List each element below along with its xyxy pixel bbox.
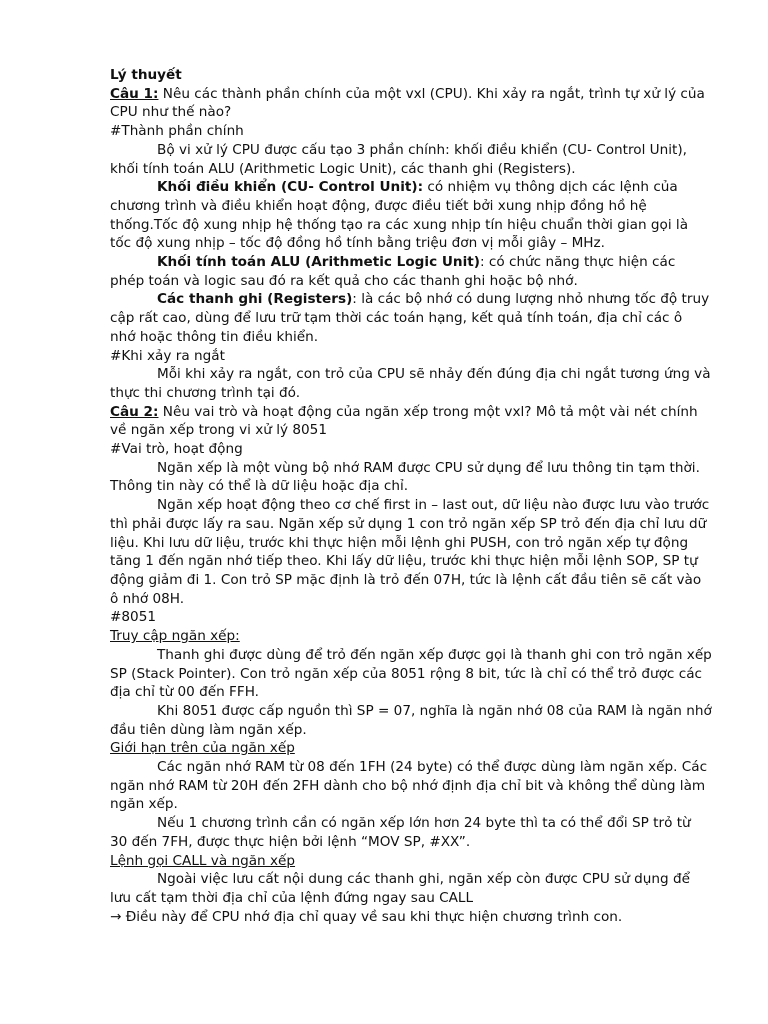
- doc-title: Lý thuyết: [110, 67, 182, 83]
- q2-call-p2: Điều này để CPU nhớ địa chỉ quay về sau khi thực hiện chương trình con.: [121, 908, 623, 925]
- q2-label: Câu 2:: [110, 403, 159, 420]
- q1-heading-components: #Thành phần chính: [110, 123, 244, 140]
- q2-call-p1: Ngoài việc lưu cất nội dung các thanh ghi, ngăn xếp còn được CPU sử dụng để lưu cất tạm thời địa chỉ của lệnh đứng ngay sau CALL: [110, 871, 690, 906]
- q2-question: Nêu vai trò và hoạt động của ngăn xếp trong một vxl? Mô tả một vài nét chính về ngăn xếp trong vi xử lý 8051: [110, 403, 698, 439]
- q1-reg-term: Các thanh ghi (Registers): [157, 291, 353, 308]
- q2-p1: Ngăn xếp là một vùng bộ nhớ RAM được CPU sử dụng để lưu thông tin tạm thời. Thông tin này có thể là dữ liệu hoặc địa chỉ.: [110, 459, 700, 495]
- right-arrow-icon: →: [110, 908, 122, 925]
- q1-paragraph: [110, 85, 712, 122]
- q1-alu-text: : có chức năng thực hiện các phép toán và logic sau đó ra kết quả cho các thanh ghi hoặc bộ nhớ.: [110, 254, 676, 289]
- q1-intro: Bộ vi xử lý CPU được cấu tạo 3 phần chính: khối điều khiển (CU- Control Unit), khối tính toán ALU (Arithmetic Logic Unit), các thanh ghi (Registers).: [110, 141, 687, 177]
- q2-access-p2: Khi 8051 được cấp nguồn thì SP = 07, nghĩa là ngăn nhớ 08 của RAM là ngăn nhớ đầu tiên dùng làm ngăn xếp.: [110, 702, 712, 738]
- q1-reg-paragraph: [110, 290, 712, 346]
- q2-p2: Ngăn xếp hoạt động theo cơ chế first in – last out, dữ liệu nào được lưu vào trước thì phải được lấy ra sau. Ngăn xếp sử dụng 1 con trỏ ngăn xếp SP trỏ đến địa chỉ lưu dữ liệu. Khi lưu dữ liệu, trước khi thực hiện mỗi lệnh ghi PUSH, con trỏ ngăn xếp tự động tăng 1 đến ngăn nhớ tiếp theo. Khi lấy dữ liệu, trước khi thực hiện mỗi lệnh SOP, SP tự động giảm đi 1. Con trỏ SP mặc định là trỏ đến 07H, tức là lệnh cất đầu tiên sẽ cất vào ô nhớ 08H.: [110, 497, 710, 607]
- q2-limit-p1: Các ngăn nhớ RAM từ 08 đến 1FH (24 byte) có thể được dùng làm ngăn xếp. Các ngăn nhớ RAM từ 20H đến 2FH dành cho bộ nhớ định địa chỉ bit và không thể dùng làm ngăn xếp.: [110, 759, 708, 813]
- q1-cu-text: có nhiệm vụ thông dịch các lệnh của chương trình và điều khiển hoạt động, được điều tiết bởi xung nhịp đồng hồ hệ thống.Tốc độ xung nhịp hệ thống tạo ra các xung nhịp tín hiệu chuẩn thời gian gọi là tốc độ xung nhịp – tốc độ đồng hồ tính bằng triệu đơn vị mỗi giây – MHz.: [110, 179, 689, 252]
- q2-limit-p2: Nếu 1 chương trình cần có ngăn xếp lớn hơn 24 byte thì ta có thể đổi SP trỏ từ 30 đến 7FH, được thực hiện bởi lệnh “MOV SP, #XX”.: [110, 815, 691, 850]
- q1-question: Nêu các thành phần chính của một vxl (CPU). Khi xảy ra ngắt, trình tự xử lý của CPU như thế nào?: [110, 85, 705, 121]
- q2-heading-call: Lệnh gọi CALL và ngăn xếp: [110, 852, 296, 869]
- q2-heading-8051: #8051: [110, 609, 156, 626]
- q1-reg-text: : là các bộ nhớ có dung lượng nhỏ nhưng tốc độ truy cập rất cao, dùng để lưu trữ tạm thời các toán hạng, kết quả tính toán, địa chỉ các ô nhớ hoặc thông tin điều khiển.: [110, 291, 710, 345]
- q1-alu-term: Khối tính toán ALU (Arithmetic Logic Unit): [157, 254, 480, 271]
- q2-heading-role: #Vai trò, hoạt động: [110, 441, 243, 458]
- q2-heading-access: Truy cập ngăn xếp:: [110, 628, 240, 645]
- q2-access-p1: Thanh ghi được dùng để trỏ đến ngăn xếp được gọi là thanh ghi con trỏ ngăn xếp SP (Stack Pointer). Con trỏ ngăn xếp của 8051 rộng 8 bit, tức là chỉ có thể trỏ được các địa chỉ từ 00 đến FFH.: [110, 646, 712, 701]
- q1-cu-paragraph: [110, 178, 712, 253]
- q1-alu-paragraph: [110, 253, 712, 290]
- q1-heading-interrupt: #Khi xảy ra ngắt: [110, 347, 225, 364]
- q2-paragraph: [110, 403, 712, 440]
- q2-call-conclusion: [110, 908, 712, 927]
- q1-cu-term: Khối điều khiển (CU- Control Unit):: [157, 179, 424, 196]
- q1-label: Câu 1:: [110, 85, 159, 102]
- q1-interrupt-text: Mỗi khi xảy ra ngắt, con trỏ của CPU sẽ nhảy đến đúng địa chi ngắt tương ứng và thực thi chương trình tại đó.: [110, 366, 711, 401]
- q2-heading-limit: Giới hạn trên của ngăn xếp: [110, 740, 295, 757]
